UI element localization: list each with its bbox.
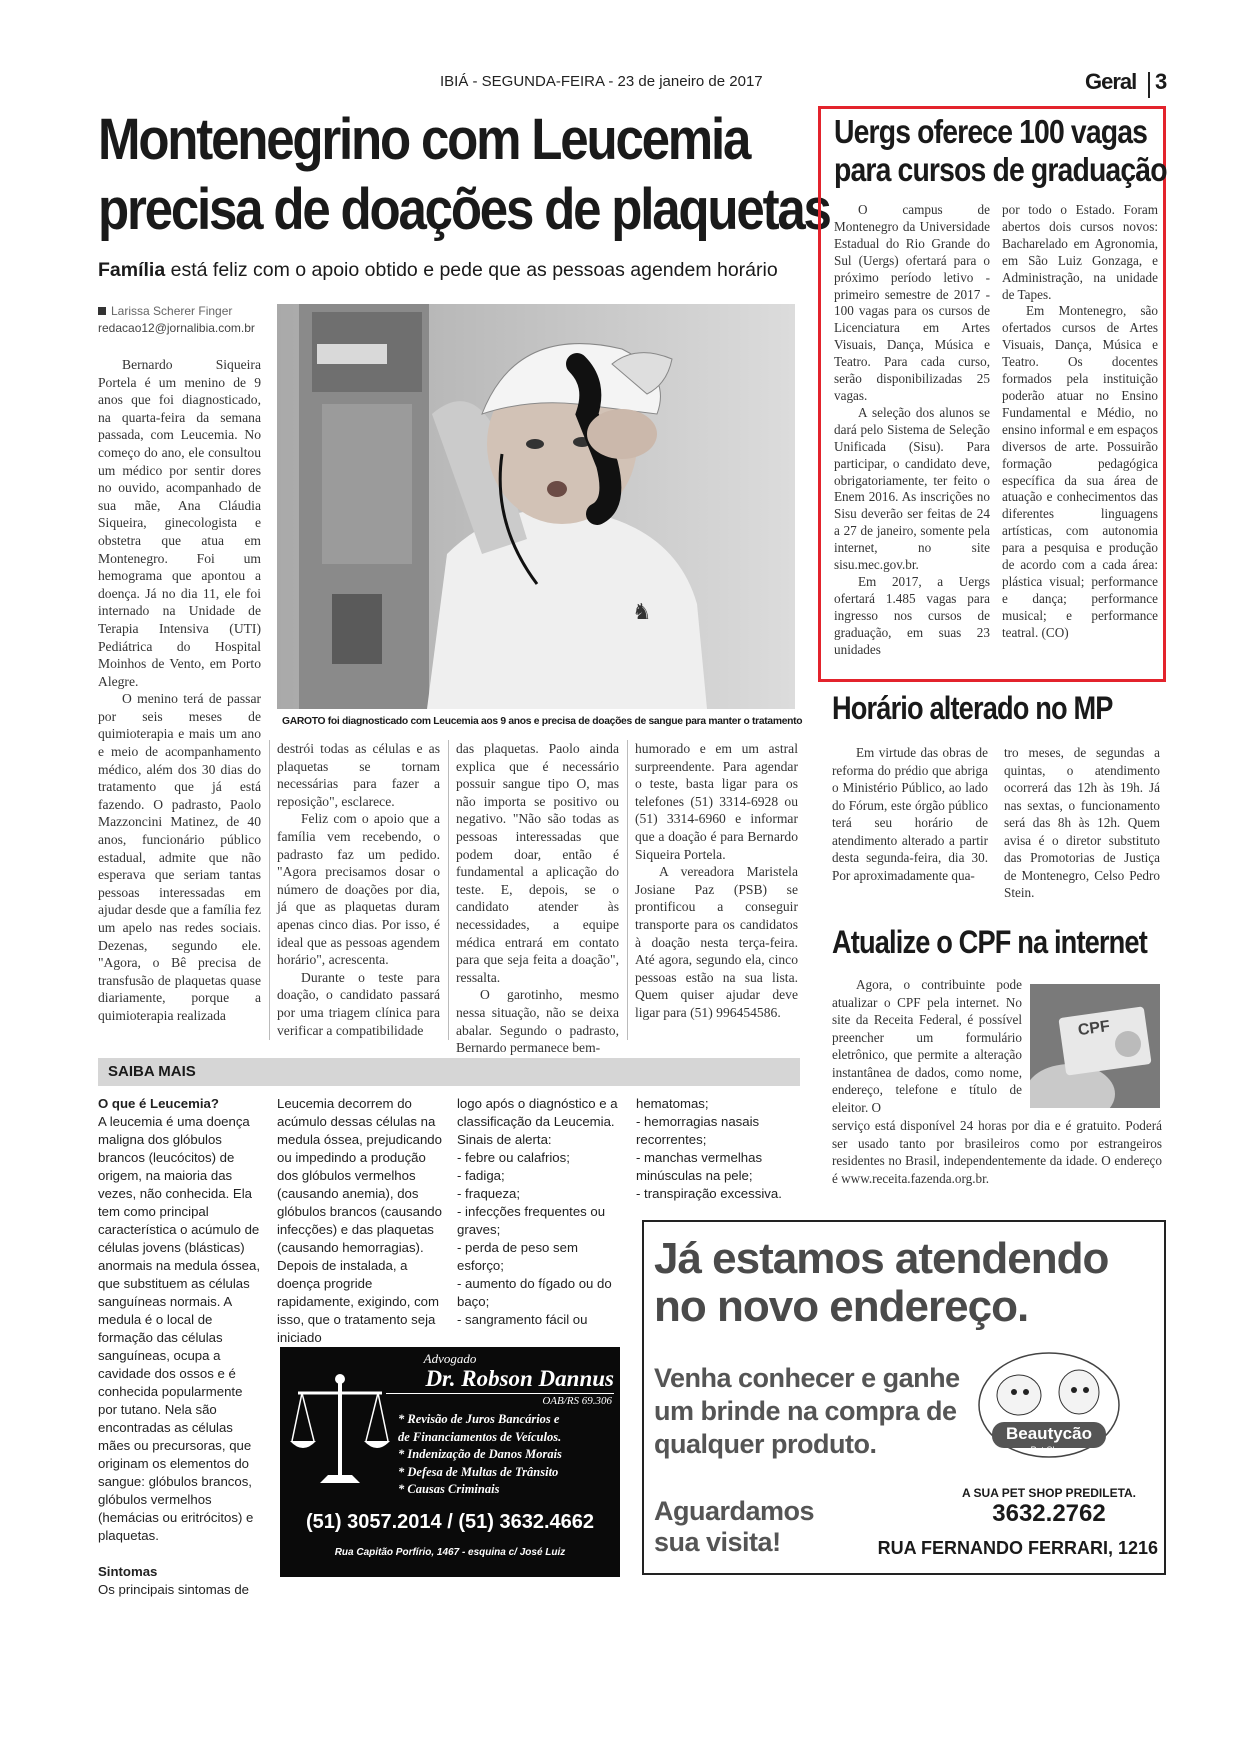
mp-headline: Horário alterado no MP <box>832 690 1113 726</box>
article-paragraph: destrói todas as células e as plaquetas se tornam necessárias para fazer a reposição", esclarece. <box>277 741 440 809</box>
saiba-mais-column-4 <box>636 1095 801 1203</box>
pet-ad-body-line: qualquer produto. <box>654 1429 877 1459</box>
article-column-2 <box>277 740 440 1039</box>
uergs-headline-line-2: para cursos de graduação <box>834 151 1167 188</box>
cpf-text-bottom <box>832 1117 1162 1187</box>
saiba-mais-line: - hemorragias nasais recorrentes; <box>636 1114 760 1147</box>
uergs-column-2 <box>1002 202 1158 642</box>
saiba-mais-line: - infecções frequentes ou graves; <box>457 1204 606 1237</box>
lawyer-service-item: * Revisão de Juros Bancários e <box>398 1412 560 1426</box>
page-number: 3 <box>1155 69 1167 94</box>
pet-ad-body-line: um brinde na compra de <box>654 1396 957 1426</box>
subheadline-rest: está feliz com o apoio obtido e pede que as pessoas agendem horário <box>165 259 778 281</box>
byline-email[interactable]: redacao12@jornalibia.com.br <box>98 321 255 335</box>
pet-address: RUA FERNANDO FERRARI, 1216 <box>877 1538 1158 1558</box>
saiba-mais-line: logo após o diagnóstico e a classificação da Leucemia. <box>457 1096 618 1129</box>
column-rule <box>448 740 449 1040</box>
article-paragraph: humorado e em um astral surpreendente. Para agendar o teste, basta ligar para os telefones (51) 3314-6928 ou (51) 3314-6960 e informar que a doação é para Bernardo Siqueira Portela. <box>635 741 798 862</box>
saiba-mais-line: - perda de peso sem esforço; <box>457 1240 578 1273</box>
article-column-3 <box>456 740 619 1057</box>
pet-ad-headline-line-1: Já estamos atendendo <box>654 1234 1109 1283</box>
main-headline-line-2: precisa de doações de plaquetas <box>98 177 830 242</box>
main-photo <box>277 304 795 709</box>
cpf-headline: Atualize o CPF na internet <box>832 924 1147 960</box>
uergs-headline-line-1: Uergs oferece 100 vagas <box>834 113 1148 150</box>
lawyer-service-item: * Indenização de Danos Morais <box>398 1447 562 1461</box>
article-paragraph: por todo o Estado. Foram abertos dois cursos novos: Bacharelado em Agronomia, em São Luiz Gonzaga, e Administração, na unidade de Tapes. <box>1002 202 1158 302</box>
pet-ad-closing-line: sua visita! <box>654 1527 781 1557</box>
section-name: Geral <box>1085 69 1137 94</box>
photo-caption: GAROTO foi diagnosticado com Leucemia aos 9 anos e precisa de doações de sangue para manter o tratamento <box>282 716 803 727</box>
scales-of-justice-icon <box>290 1371 390 1491</box>
article-column-4 <box>635 740 798 1022</box>
pet-tagline: A SUA PET SHOP PREDILETA. <box>961 1486 1137 1500</box>
saiba-mais-line: - fraqueza; <box>457 1186 521 1201</box>
section-divider <box>1148 72 1150 98</box>
lawyer-phones: (51) 3057.2014 / (51) 3632.4662 <box>306 1511 594 1533</box>
saiba-mais-line: - sangramento fácil ou <box>457 1312 588 1327</box>
mp-column-2 <box>1004 744 1160 902</box>
article-paragraph: das plaquetas. Paolo ainda explica que é necessário possuir sangue tipo O, mas não importa se positivo ou negativo. "Não são todas as pessoas interessadas que podem doar, então é fundamental a aplicação do teste. E, depois, se o candidato atender às necessidades, a equipe médica entrará em contato para que seja feita a doação", ressalta. <box>456 741 619 985</box>
column-rule <box>269 740 270 1040</box>
lawyer-address: Rua Capitão Porfírio, 1467 - esquina c/ José Luiz <box>334 1547 566 1558</box>
saiba-mais-question: Sintomas <box>98 1564 158 1579</box>
saiba-mais-column-2: Leucemia decorrem do acúmulo dessas células na medula óssea, prejudicando ou impedindo a produção dos glóbulos vermelhos (causando anemia), dos glóbulos brancos (causando infecções) e das plaquetas (causando hemorragias). Depois de instalada, a doença progride rapidamente, exigindo, com isso, que o tratamento seja iniciado <box>277 1096 442 1345</box>
cpf-card-label: CPF <box>1076 1017 1111 1040</box>
lawyer-services <box>398 1411 618 1499</box>
article-paragraph: serviço está disponível 24 horas por dia e é gratuito. Poderá ser usado tanto por brasileiros como por estrangeiros residentes no Brasil, independentemente da idade. O endereço é www.receita.fazenda.org.br. <box>832 1118 1162 1186</box>
article-paragraph: O campus de Montenegro da Universidade Estadual do Rio Grande do Sul (Uergs) ofertará para o próximo período letivo - primeiro semestre de 2017 - 100 vagas para os cursos de Licenciatura em Artes Visuais, Dança, Música e Teatro. Para cada curso, serão disponibilizadas 25 vagas. <box>834 202 990 403</box>
dateline: IBIÁ - SEGUNDA-FEIRA - 23 de janeiro de 2017 <box>440 73 763 90</box>
article-column-1 <box>98 356 261 1025</box>
main-subheadline <box>98 259 778 282</box>
saiba-mais-text: A leucemia é uma doença maligna dos glóbulos brancos (leucócitos) de origem, na maioria das vezes, não conhecida. Ela tem como principal característica o acúmulo de células jovens (blásticas) anormais na medula óssea, que substituem as células sanguíneas normais. A medula é o local de formação das células sanguíneas, ocupa a cavidade dos ossos e é conhecida popularmente por tutano. Nela são encontradas as células mães ou precursoras, que originam os elementos do sangue: glóbulos brancos, glóbulos vermelhos (hemácias ou eritrócitos) e plaquetas. <box>98 1114 261 1543</box>
pet-ad-closing-line: Aguardamos <box>654 1496 815 1526</box>
square-bullet-icon <box>98 307 106 315</box>
article-paragraph: Durante o teste para doação, o candidato passará por uma triagem clínica para verificar a compatibilidade <box>277 969 440 1038</box>
pet-brand-name: Beautycão <box>1006 1424 1092 1443</box>
byline-author: Larissa Scherer Finger <box>98 304 232 318</box>
article-paragraph: A seleção dos alunos se dará pelo Sistema de Seleção Unificada (Sisu). Para participar, o candidato deve, obrigatoriamente, ter feito o Enem 2016. As inscrições no Sisu deverão ser feitas de 24 a 27 de janeiro, somente pela internet, no site sisu.mec.gov.br. <box>834 404 990 573</box>
lawyer-service-item: * Defesa de Multas de Trânsito <box>398 1464 559 1479</box>
pet-ad-body <box>654 1362 960 1461</box>
pet-shop-ad <box>642 1220 1166 1575</box>
lawyer-ad-label: Advogado <box>423 1351 477 1366</box>
saiba-mais-line: hematomas; <box>636 1096 709 1111</box>
saiba-mais-line: Sinais de alerta: <box>457 1132 552 1147</box>
column-rule <box>627 740 628 1040</box>
lawyer-ad <box>280 1347 620 1577</box>
pet-brand-sub: Pet Shop <box>1030 1445 1068 1455</box>
pet-ad-headline-line-2: no novo endereço. <box>654 1282 1029 1331</box>
pet-ad-body-line: Venha conhecer e ganhe <box>654 1363 960 1393</box>
article-paragraph: Em 2017, a Uergs ofertará 1.485 vagas para ingresso nos cursos de graduação, em suas 23 unidades <box>834 573 990 657</box>
saiba-mais-label: SAIBA MAIS <box>108 1063 196 1080</box>
pet-phone: 3632.2762 <box>992 1500 1106 1527</box>
saiba-mais-band <box>98 1058 800 1086</box>
lawyer-service-item: * Causas Criminais <box>398 1482 500 1496</box>
article-paragraph: Agora, o contribuinte pode atualizar o CPF pela internet. No site da Receita Federal, é possível preencher um formulário eletrônico, que permite a alteração instantânea de dados, como nome, endereço, telefone e título de eleitor. O <box>832 977 1022 1115</box>
mp-column-1 <box>832 744 988 884</box>
article-paragraph: Bernardo Siqueira Portela é um menino de 9 anos que foi diagnosticado, na quarta-feira da semana passada, com Leucemia. No começo do ano, ele consultou um médico por sentir dores no ouvido, acompanhado de sua mãe, Ana Cláudia Siqueira, ginecologista e obstetra que atua em Montenegro. Foi um hemograma que apontou a doença. Já no dia 11, ele foi internado na Unidade de Terapia Intensiva (UTI) Pediátrica do Hospital Moinhos de Vento, em Porto Alegre. <box>98 357 261 689</box>
article-paragraph: O menino terá de passar por seis meses de quimioterapia e mais um ano e meio de acompanhamento médico, além dos 30 dias do tratamento que já está fazendo. O padrasto, Paolo Mazzoncini Matinez, de 40 anos, funcionário público estadual, admite que não esperava que seriam tantas pessoas interessadas em ajudar desde que a família fez um apelo nas redes sociais. Dezenas, segundo ele. "Agora, o Bê precisa de transfusão de plaquetas quase diariamente, porque a quimioterapia realizada <box>98 691 261 1023</box>
saiba-mais-line: - manchas vermelhas minúsculas na pele; <box>636 1150 763 1183</box>
article-paragraph: A vereadora Maristela Josiane Paz (PSB) se prontificou a conseguir transporte para os candidatos à doação nesta terça-feira. Até agora, segundo ela, cinco pessoas estão na sua lista. Quem quiser ajudar deve ligar para (51) 996454586. <box>635 864 798 1020</box>
boy-phone-illustration <box>277 304 795 709</box>
article-paragraph: Em virtude das obras de reforma do prédio que abriga o Ministério Público, ao lado do Fórum, este órgão público terá seu horário de atendimento alterado a partir desta segunda-feira, dia 30. Por aproximadamente qua- <box>832 745 988 883</box>
article-paragraph: Feliz com o apoio que a família vem recebendo, o padrasto faz um pedido. "Agora precisamos dosar o número de doações por dia, já que as plaquetas duram apenas cinco dias. Por isso, é ideal que as pessoas agendem horário", acrescenta. <box>277 811 440 968</box>
cpf-text-top <box>832 976 1022 1116</box>
lawyer-name: Dr. Robson Dannus <box>386 1365 614 1394</box>
saiba-mais-column-1 <box>98 1095 263 1599</box>
lawyer-oab: OAB/RS 69.306 <box>542 1395 612 1407</box>
saiba-mais-line: - febre ou calafrios; <box>457 1150 570 1165</box>
lawyer-service-item: de Financiamentos de Veículos. <box>398 1429 562 1444</box>
uergs-column-1 <box>834 202 990 658</box>
pet-ad-closing <box>654 1496 814 1558</box>
cpf-card-illustration <box>1030 984 1160 1108</box>
main-headline-line-1: Montenegrino com Leucemia <box>98 107 750 172</box>
article-paragraph: Em Montenegro, são ofertados cursos de Artes Visuais, Dança, Música e Teatro. Os docentes formados pela instituição poderão atuar no Ensino Fundamental e Médio, no ensino informal e em espaços diversos de arte. Possuirão formação pedagógica específica da sua área de atuação e conhecimentos das diferentes linguagens artísticas, com autonomia para a pesquisa e produção de acordo com a cada área: plástica visual; performance e dança; performance musical; e performance teatral. (CO) <box>1002 303 1159 640</box>
subheadline-bold: Família <box>98 259 166 281</box>
cpf-card-photo <box>1030 984 1160 1108</box>
saiba-mais-text: Os principais sintomas de <box>98 1582 249 1597</box>
saiba-mais-line: - aumento do fígado ou do baço; <box>457 1276 612 1309</box>
article-paragraph: O garotinho, mesmo nessa situação, não se deixa abalar. Segundo o padrasto, Bernardo permanece bem- <box>456 987 619 1056</box>
saiba-mais-line: - transpiração excessiva. <box>636 1186 782 1201</box>
saiba-mais-line: - fadiga; <box>457 1168 505 1183</box>
svg-text:♞: ♞ <box>632 600 652 625</box>
saiba-mais-column-3 <box>457 1095 622 1329</box>
article-paragraph: tro meses, de segundas a quintas, o atendimento ocorrerá das 12h às 19h. Já nas sextas, o funcionamento será das 8h às 12h. Quem avisa é o diretor substituto das Promotorias de Justiça de Montenegro, Celso Pedro Stein. <box>1004 745 1160 900</box>
saiba-mais-question: O que é Leucemia? <box>98 1096 219 1111</box>
